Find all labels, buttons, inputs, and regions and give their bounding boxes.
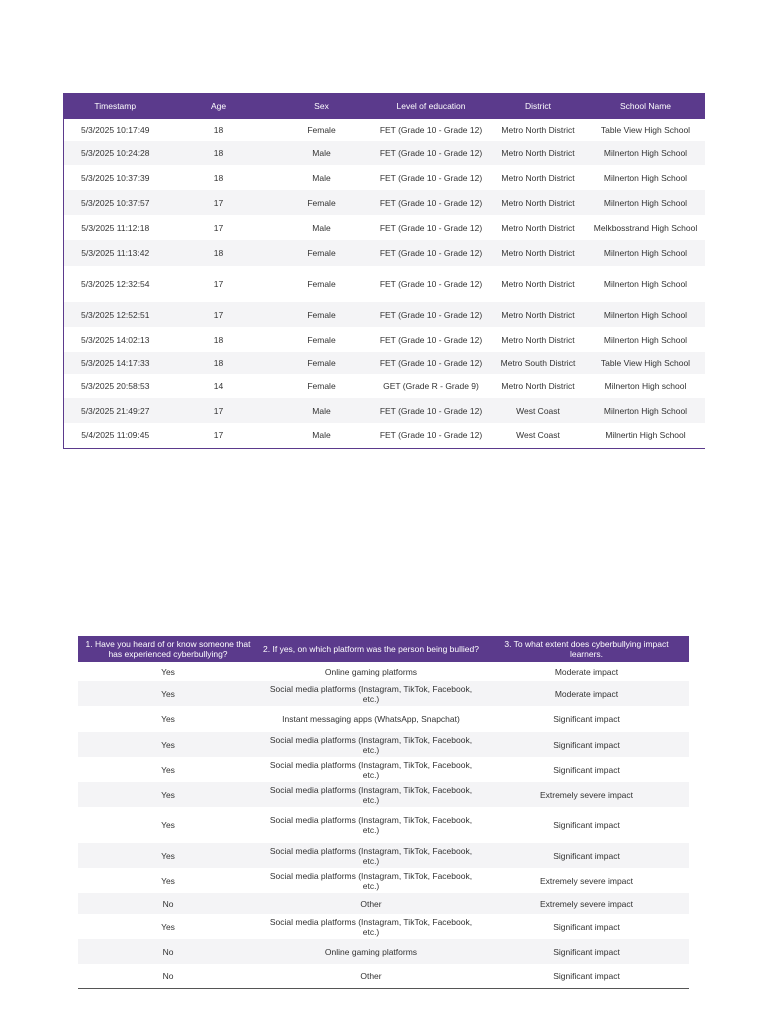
timestamp-cell: 5/3/2025 14:02:13 xyxy=(80,334,150,345)
timestamp-cell: 5/3/2025 12:32:54 xyxy=(80,279,150,289)
school-cell: Milnerton High School xyxy=(603,279,688,289)
impact-cell: Significant impact xyxy=(553,764,620,775)
table-row xyxy=(64,374,705,398)
impact-cell: Moderate impact xyxy=(554,666,619,677)
sex-cell: Female xyxy=(271,240,373,266)
education-cell: FET (Grade 10 - Grade 12) xyxy=(379,334,483,345)
table-row xyxy=(64,423,705,448)
school-cell: Milnerton High School xyxy=(587,302,705,327)
age-cell: 17 xyxy=(213,430,224,441)
platform-cell: Instant messaging apps (WhatsApp, Snapchat) xyxy=(282,714,460,724)
platform-cell: Social media platforms (Instagram, TikTok, Facebook, etc.) xyxy=(269,759,473,780)
impact-cell: Extremely severe impact xyxy=(484,782,689,807)
school-cell: Melkbosstrand High School xyxy=(593,222,698,233)
school-cell: Milnertin High School xyxy=(605,430,686,441)
district-cell: Metro South District xyxy=(490,352,587,374)
table-row xyxy=(78,782,689,807)
sex-cell: Female xyxy=(307,279,336,289)
column-header-school: School Name xyxy=(587,93,705,119)
impact-cell: Extremely severe impact xyxy=(539,875,634,886)
table-row xyxy=(78,964,689,988)
heard-cell: No xyxy=(78,939,258,964)
platform-cell: Social media platforms (Instagram, TikTok, Facebook, etc.) xyxy=(269,870,473,891)
district-cell: Metro North District xyxy=(490,240,587,266)
education-cell: FET (Grade 10 - Grade 12) xyxy=(373,190,490,215)
district-cell: Metro North District xyxy=(501,381,575,391)
platform-cell: Social media platforms (Instagram, TikTok, Facebook, etc.) xyxy=(258,681,484,706)
sex-cell: Male xyxy=(312,222,331,233)
education-cell: FET (Grade 10 - Grade 12) xyxy=(379,125,483,135)
column-header-age: Age xyxy=(167,93,271,119)
district-cell: West Coast xyxy=(516,430,560,441)
table-row xyxy=(78,914,689,939)
age-cell: 17 xyxy=(213,222,224,233)
district-cell: Metro North District xyxy=(501,172,575,183)
impact-cell: Significant impact xyxy=(484,843,689,868)
table-row xyxy=(78,843,689,868)
table-header-row xyxy=(78,636,689,662)
column-header-timestamp: Timestamp xyxy=(64,93,167,119)
table-row xyxy=(64,327,705,352)
education-cell: FET (Grade 10 - Grade 12) xyxy=(373,352,490,374)
age-cell: 18 xyxy=(213,334,224,345)
heard-cell: Yes xyxy=(161,666,175,677)
age-cell: 18 xyxy=(213,172,224,183)
table-row xyxy=(64,119,705,141)
sex-cell: Female xyxy=(307,125,336,135)
education-cell: FET (Grade 10 - Grade 12) xyxy=(379,430,483,441)
table-row xyxy=(78,732,689,757)
district-cell: Metro North District xyxy=(501,334,575,345)
table-row xyxy=(78,681,689,706)
platform-cell: Social media platforms (Instagram, TikTok, Facebook, etc.) xyxy=(258,843,484,868)
table-row xyxy=(64,141,705,165)
district-cell: Metro North District xyxy=(501,125,575,135)
table-header-row xyxy=(64,93,705,119)
education-cell: FET (Grade 10 - Grade 12) xyxy=(373,398,490,423)
heard-cell: Yes xyxy=(78,843,258,868)
education-cell: FET (Grade 10 - Grade 12) xyxy=(379,222,483,233)
school-cell: Milnerton High School xyxy=(587,141,705,165)
table-row xyxy=(78,893,689,914)
cyberbullying-responses-table xyxy=(78,636,689,989)
heard-cell: No xyxy=(162,970,174,981)
table-row xyxy=(78,868,689,893)
platform-cell: Online gaming platforms xyxy=(258,939,484,964)
school-cell: Milnerton High School xyxy=(603,172,688,183)
timestamp-cell: 5/3/2025 11:12:18 xyxy=(81,222,150,233)
column-header-impact: 3. To what extent does cyberbullying impact learners. xyxy=(484,636,689,662)
sex-cell: Female xyxy=(271,190,373,215)
timestamp-cell: 5/3/2025 11:13:42 xyxy=(64,240,167,266)
sex-cell: Male xyxy=(271,398,373,423)
table-row xyxy=(64,240,705,266)
table-row xyxy=(78,706,689,732)
heard-cell: Yes xyxy=(161,875,175,886)
district-cell: West Coast xyxy=(490,398,587,423)
platform-cell: Other xyxy=(258,893,484,914)
age-cell: 18 xyxy=(213,125,224,135)
age-cell: 17 xyxy=(167,190,271,215)
district-cell: Metro North District xyxy=(501,279,575,289)
sex-cell: Female xyxy=(307,334,336,345)
impact-cell: Significant impact xyxy=(553,921,620,932)
education-cell: GET (Grade R - Grade 9) xyxy=(383,381,479,391)
timestamp-cell: 5/3/2025 14:17:33 xyxy=(64,352,167,374)
table-row xyxy=(64,215,705,240)
timestamp-cell: 5/3/2025 10:37:39 xyxy=(80,172,150,183)
education-cell: FET (Grade 10 - Grade 12) xyxy=(373,141,490,165)
table-row xyxy=(64,266,705,302)
age-cell: 18 xyxy=(167,240,271,266)
age-cell: 17 xyxy=(167,398,271,423)
timestamp-cell: 5/3/2025 21:49:27 xyxy=(64,398,167,423)
timestamp-cell: 5/3/2025 12:52:51 xyxy=(64,302,167,327)
impact-cell: Significant impact xyxy=(553,820,620,830)
school-cell: Milnerton High School xyxy=(587,190,705,215)
impact-cell: Moderate impact xyxy=(484,681,689,706)
age-cell: 17 xyxy=(167,302,271,327)
impact-cell: Significant impact xyxy=(553,714,620,724)
education-cell: FET (Grade 10 - Grade 12) xyxy=(379,279,483,289)
table-row xyxy=(78,939,689,964)
column-header-heard-of-cyberbullying: 1. Have you heard of or know someone that has experienced cyberbullying? xyxy=(78,636,258,662)
age-cell: 18 xyxy=(167,352,271,374)
heard-cell: Yes xyxy=(78,732,258,757)
heard-cell: No xyxy=(78,893,258,914)
table-row xyxy=(78,757,689,782)
education-cell: FET (Grade 10 - Grade 12) xyxy=(379,172,483,183)
impact-cell: Extremely severe impact xyxy=(484,893,689,914)
district-cell: Metro North District xyxy=(490,190,587,215)
heard-cell: Yes xyxy=(161,764,175,775)
heard-cell: Yes xyxy=(161,921,175,932)
platform-cell: Social media platforms (Instagram, TikTok, Facebook, etc.) xyxy=(269,916,473,937)
heard-cell: Yes xyxy=(161,820,175,830)
platform-cell: Social media platforms (Instagram, TikTok, Facebook, etc.) xyxy=(269,815,473,835)
sex-cell: Female xyxy=(307,381,336,391)
platform-cell: Social media platforms (Instagram, TikTok, Facebook, etc.) xyxy=(258,732,484,757)
sex-cell: Male xyxy=(312,430,331,441)
school-cell: Table View High School xyxy=(600,125,691,135)
column-header-sex: Sex xyxy=(271,93,373,119)
timestamp-cell: 5/3/2025 10:17:49 xyxy=(80,125,150,135)
education-cell: FET (Grade 10 - Grade 12) xyxy=(373,240,490,266)
impact-cell: Significant impact xyxy=(553,970,620,981)
platform-cell: Social media platforms (Instagram, TikTok, Facebook, etc.) xyxy=(258,782,484,807)
timestamp-cell: 5/3/2025 10:37:57 xyxy=(64,190,167,215)
sex-cell: Male xyxy=(312,172,331,183)
impact-cell: Significant impact xyxy=(484,939,689,964)
school-cell: Milnerton High School xyxy=(587,398,705,423)
heard-cell: Yes xyxy=(161,714,175,724)
school-cell: Table View High School xyxy=(587,352,705,374)
district-cell: Metro North District xyxy=(501,222,575,233)
table-row xyxy=(64,398,705,423)
column-header-education: Level of education xyxy=(373,93,490,119)
district-cell: Metro North District xyxy=(490,302,587,327)
education-cell: FET (Grade 10 - Grade 12) xyxy=(373,302,490,327)
timestamp-cell: 5/3/2025 10:24:28 xyxy=(64,141,167,165)
sex-cell: Female xyxy=(271,302,373,327)
age-cell: 18 xyxy=(167,141,271,165)
sex-cell: Female xyxy=(271,352,373,374)
heard-cell: Yes xyxy=(78,681,258,706)
table-row xyxy=(78,662,689,681)
column-header-district: District xyxy=(490,93,587,119)
table-row xyxy=(64,165,705,190)
sex-cell: Male xyxy=(271,141,373,165)
platform-cell: Other xyxy=(360,970,382,981)
table-row xyxy=(78,807,689,843)
platform-cell: Online gaming platforms xyxy=(324,666,418,677)
school-cell: Milnerton High school xyxy=(604,381,687,391)
timestamp-cell: 5/4/2025 11:09:45 xyxy=(81,430,150,441)
school-cell: Milnerton High School xyxy=(587,240,705,266)
respondent-details-table xyxy=(63,93,705,449)
district-cell: Metro North District xyxy=(490,141,587,165)
column-header-platform: 2. If yes, on which platform was the person being bullied? xyxy=(258,636,484,662)
school-cell: Milnerton High School xyxy=(603,334,688,345)
table-row xyxy=(64,190,705,215)
table-row xyxy=(64,302,705,327)
table-row xyxy=(64,352,705,374)
impact-cell: Significant impact xyxy=(484,732,689,757)
age-cell: 14 xyxy=(213,381,224,391)
age-cell: 17 xyxy=(213,279,224,289)
heard-cell: Yes xyxy=(78,782,258,807)
timestamp-cell: 5/3/2025 20:58:53 xyxy=(80,381,150,391)
